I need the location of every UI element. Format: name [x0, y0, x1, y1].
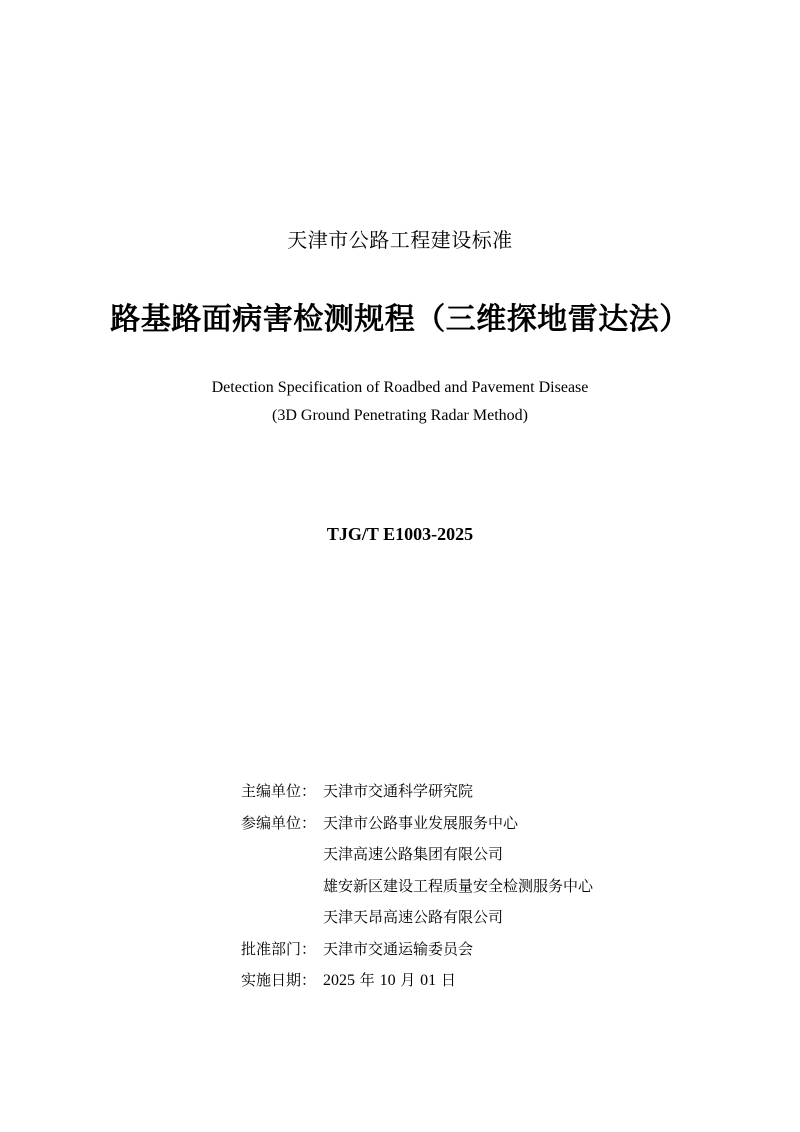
effective-date-year: 2025	[323, 972, 355, 990]
effective-date-day-unit: 日	[440, 971, 456, 990]
approval-row	[241, 933, 721, 965]
series-title: 天津市公路工程建设标准	[287, 228, 513, 252]
effective-date-row	[241, 964, 721, 996]
participant-row	[241, 870, 721, 902]
participant-unit: 雄安新区建设工程质量安全检测服务中心	[323, 876, 594, 895]
chief-editor-label: 主编单位：	[241, 782, 317, 801]
participant-unit: 天津天昂高速公路有限公司	[323, 908, 504, 927]
participant-unit: 天津高速公路集团有限公司	[323, 845, 504, 864]
approval-label: 批准部门：	[241, 939, 317, 958]
effective-date-month: 10	[379, 972, 396, 990]
english-title	[0, 374, 800, 430]
participant-row	[241, 901, 721, 933]
participant-row	[241, 807, 721, 839]
participants-label: 参编单位：	[241, 813, 317, 832]
participant-unit: 天津市公路事业发展服务中心	[323, 813, 519, 832]
approval-value: 天津市交通运输委员会	[323, 939, 474, 958]
effective-date-day: 01	[420, 972, 437, 990]
effective-date-year-unit: 年	[359, 971, 375, 990]
chief-editor-row	[241, 775, 721, 807]
effective-date-label: 实施日期：	[241, 971, 317, 990]
effective-date-value	[323, 969, 721, 990]
main-title: 路基路面病害检测规程（三维探地雷达法）	[110, 302, 690, 337]
english-title-line-1: Detection Specification of Roadbed and Pavement Disease	[211, 379, 589, 396]
chief-editor-value: 天津市交通科学研究院	[323, 782, 474, 801]
effective-date-month-unit: 月	[400, 971, 416, 990]
english-title-line-2: (3D Ground Penetrating Radar Method)	[272, 407, 528, 424]
participant-row	[241, 838, 721, 870]
publication-info	[241, 775, 721, 996]
standard-code: TJG/T E1003-2025	[326, 524, 474, 544]
